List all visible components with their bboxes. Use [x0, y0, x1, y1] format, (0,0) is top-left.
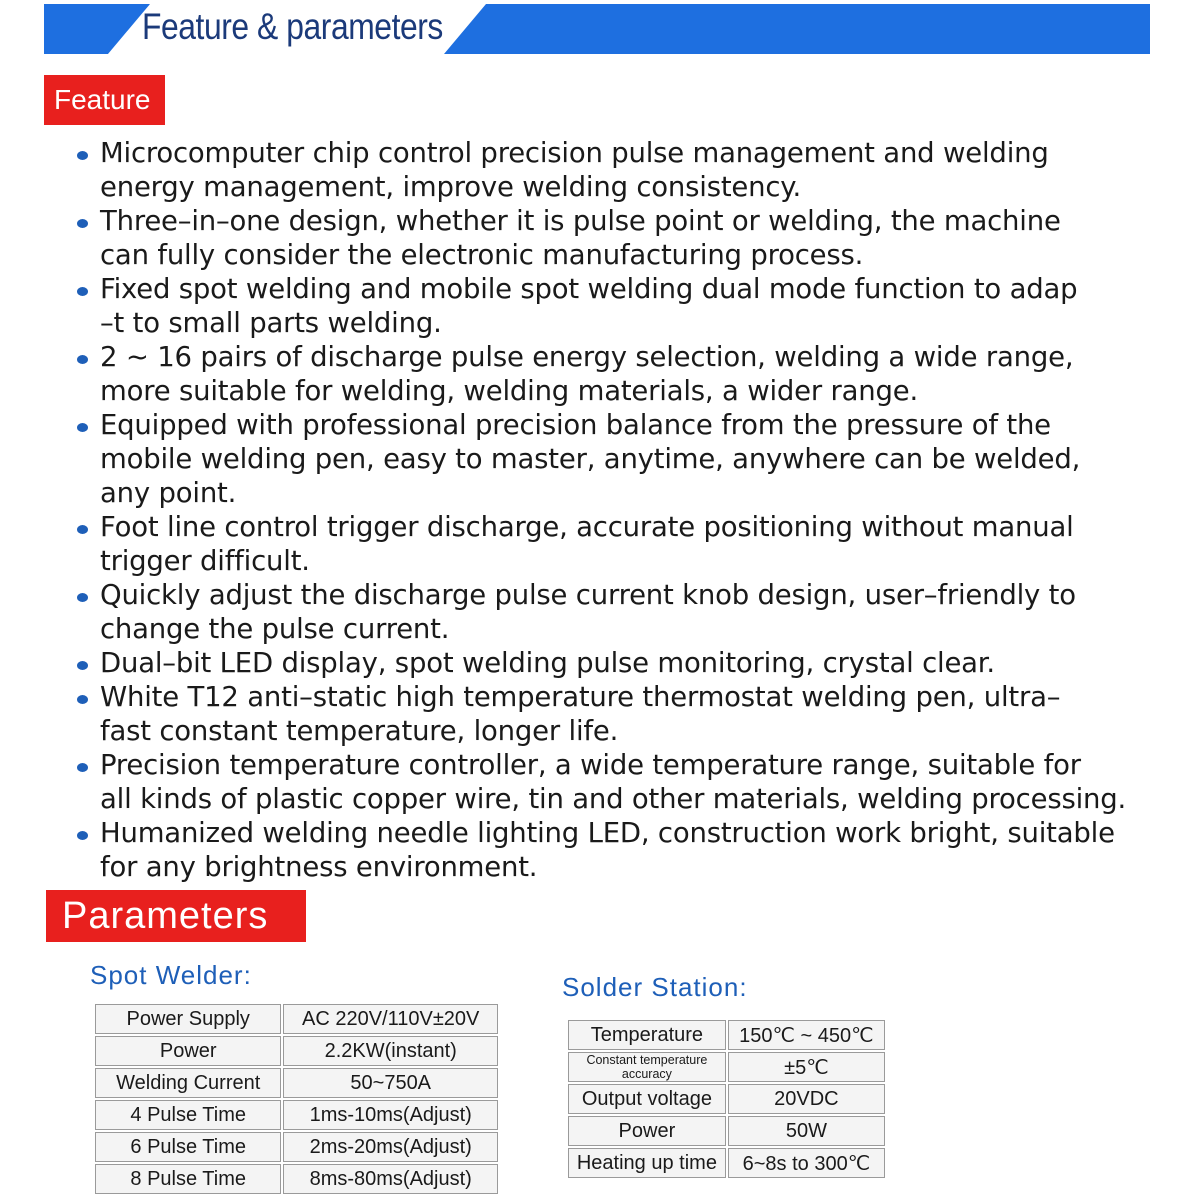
bullet-icon [77, 423, 88, 432]
param-name: 4 Pulse Time [94, 1099, 282, 1131]
bullet-icon [77, 763, 88, 772]
table-row [567, 1147, 886, 1179]
bullet-icon [77, 287, 88, 296]
feature-line: for any brightness environment. [100, 851, 538, 883]
param-value: 2.2KW(instant) [282, 1035, 499, 1067]
param-value: 8ms-80ms(Adjust) [282, 1163, 499, 1195]
parameters-heading: Parameters [46, 890, 306, 942]
feature-line: can fully consider the electronic manufacturing process. [100, 239, 864, 271]
table-row [567, 1083, 886, 1115]
param-value: ±5℃ [727, 1051, 886, 1083]
feature-item [72, 136, 1182, 204]
feature-line: –t to small parts welding. [100, 307, 442, 339]
param-name: Heating up time [567, 1147, 727, 1179]
feature-line: Equipped with professional precision balance from the pressure of the [100, 409, 1051, 441]
bullet-icon [77, 219, 88, 228]
bullet-icon [77, 593, 88, 602]
feature-line: Humanized welding needle lighting LED, construction work bright, suitable [100, 817, 1115, 849]
bullet-icon [77, 525, 88, 534]
feature-line: mobile welding pen, easy to master, anytime, anywhere can be welded, [100, 443, 1081, 475]
param-value: 20VDC [727, 1083, 886, 1115]
param-name: Power [94, 1035, 282, 1067]
feature-heading: Feature [44, 75, 165, 125]
table-row [567, 1051, 886, 1083]
feature-line: any point. [100, 477, 237, 509]
param-value: 150℃ ~ 450℃ [727, 1019, 886, 1051]
table-row [94, 1099, 499, 1131]
param-name: Output voltage [567, 1083, 727, 1115]
param-name: Temperature [567, 1019, 727, 1051]
feature-item [72, 408, 1182, 510]
feature-item [72, 272, 1182, 340]
feature-item [72, 340, 1182, 408]
feature-item [72, 204, 1182, 272]
param-value: 50W [727, 1115, 886, 1147]
spot-welder-title: Spot Welder: [90, 960, 252, 990]
bullet-icon [77, 355, 88, 364]
feature-line: Quickly adjust the discharge pulse current knob design, user–friendly to [100, 579, 1076, 611]
solder-station-table [566, 1018, 887, 1180]
feature-line: all kinds of plastic copper wire, tin and other materials, welding processing. [100, 783, 1127, 815]
feature-line: trigger difficult. [100, 545, 310, 577]
feature-line: Three–in–one design, whether it is pulse point or welding, the machine [100, 205, 1061, 237]
param-value: 1ms-10ms(Adjust) [282, 1099, 499, 1131]
table-row [567, 1019, 886, 1051]
feature-line: more suitable for welding, welding materials, a wider range. [100, 375, 919, 407]
table-row [94, 1067, 499, 1099]
feature-line: fast constant temperature, longer life. [100, 715, 619, 747]
table-row [94, 1163, 499, 1195]
param-name: Welding Current [94, 1067, 282, 1099]
table-row [94, 1003, 499, 1035]
feature-item [72, 578, 1182, 646]
feature-line: 2 ~ 16 pairs of discharge pulse energy selection, welding a wide range, [100, 341, 1074, 373]
table-row [567, 1115, 886, 1147]
bullet-icon [77, 695, 88, 704]
table-row [94, 1035, 499, 1067]
spot-welder-table [93, 1002, 500, 1196]
param-value: 2ms-20ms(Adjust) [282, 1131, 499, 1163]
param-name: Power Supply [94, 1003, 282, 1035]
feature-line: change the pulse current. [100, 613, 450, 645]
bullet-icon [77, 151, 88, 160]
param-name: 8 Pulse Time [94, 1163, 282, 1195]
feature-line: Fixed spot welding and mobile spot welding dual mode function to adap [100, 273, 1078, 305]
solder-station-title: Solder Station: [562, 972, 748, 1002]
feature-list [72, 136, 1182, 884]
feature-item [72, 816, 1182, 884]
header-banner [44, 4, 1150, 54]
feature-line: Foot line control trigger discharge, accurate positioning without manual [100, 511, 1074, 543]
param-name: Power [567, 1115, 727, 1147]
feature-item [72, 646, 1182, 680]
feature-line: Microcomputer chip control precision pulse management and welding [100, 137, 1049, 169]
feature-line: Precision temperature controller, a wide temperature range, suitable for [100, 749, 1081, 781]
param-name: Constant temperature accuracy [567, 1051, 727, 1083]
table-row [94, 1131, 499, 1163]
feature-item [72, 748, 1182, 816]
param-value: AC 220V/110V±20V [282, 1003, 499, 1035]
param-value: 6~8s to 300℃ [727, 1147, 886, 1179]
bullet-icon [77, 831, 88, 840]
param-value: 50~750A [282, 1067, 499, 1099]
feature-item [72, 680, 1182, 748]
bullet-icon [77, 661, 88, 670]
feature-line: energy management, improve welding consistency. [100, 171, 801, 203]
feature-line: White T12 anti–static high temperature thermostat welding pen, ultra– [100, 681, 1061, 713]
banner-title: Feature & parameters [142, 6, 443, 47]
feature-line: Dual–bit LED display, spot welding pulse monitoring, crystal clear. [100, 647, 995, 679]
feature-item [72, 510, 1182, 578]
param-name: 6 Pulse Time [94, 1131, 282, 1163]
